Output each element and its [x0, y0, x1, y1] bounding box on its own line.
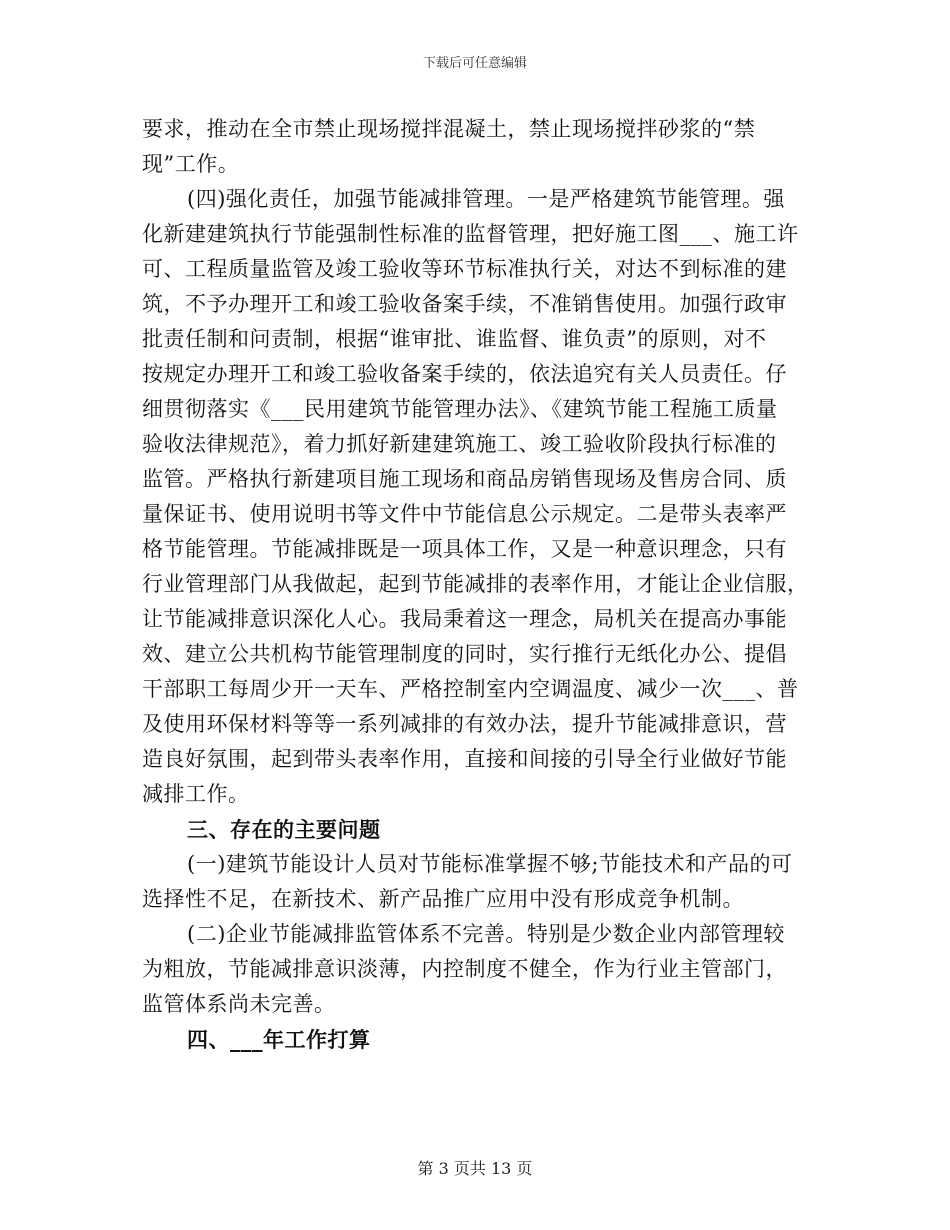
paragraph-line: 批责任制和问责制，根据“谁审批、谁监督、谁负责”的原则，对不 [142, 327, 767, 351]
section-heading: 四、___年工作打算 [187, 1027, 371, 1052]
page-header: 下载后可任意编辑 [422, 56, 527, 71]
paragraph-line: 及使用环保材料等等一系列减排的有效办法，提升节能减排意识，营 [142, 712, 787, 736]
paragraph-line: 细贯彻落实《___民用建筑节能管理办法》、《建筑节能工程施工质量 [142, 397, 778, 421]
paragraph-line: 格节能管理。节能减排既是一项具体工作，又是一种意识理念，只有 [142, 537, 787, 561]
paragraph-line: 按规定办理开工和竣工验收备案手续的，依法追究有关人员责任。仔 [142, 362, 787, 386]
page-footer: 第 3 页共 13 页 [417, 1159, 533, 1178]
paragraph-line: 验收法律规范》，着力抓好新建建筑施工、竣工验收阶段执行标准的 [142, 432, 777, 456]
paragraph-line: 化新建建筑执行节能强制性标准的监督管理，把好施工图___、施工许 [142, 222, 799, 246]
paragraph-line: 减排工作。 [142, 782, 250, 806]
paragraph-line: 监管体系尚未完善。 [142, 992, 336, 1016]
paragraph-line: 行业管理部门从我做起，起到节能减排的表率作用，才能让企业信服， [142, 572, 809, 596]
paragraph-line: 干部职工每周少开一天车、严格控制室内空调温度、减少一次___、普 [142, 677, 799, 701]
paragraph-line: 让节能减排意识深化人心。我局秉着这一理念，局机关在提高办事能 [142, 607, 787, 631]
paragraph-line: 为粗放，节能减排意识淡薄，内控制度不健全，作为行业主管部门， [142, 957, 787, 981]
paragraph-line: (四)强化责任，加强节能减排管理。一是严格建筑节能管理。强 [187, 187, 785, 211]
paragraph-line: 造良好氛围，起到带头表率作用，直接和间接的引导全行业做好节能 [142, 747, 787, 771]
paragraph-line: (二)企业节能减排监管体系不完善。特别是少数企业内部管理较 [187, 922, 785, 946]
paragraph-line: 要求，推动在全市禁止现场搅拌混凝土，禁止现场搅拌砂浆的“禁 [142, 117, 756, 141]
paragraph-line: 量保证书、使用说明书等文件中节能信息公示规定。二是带头表率严 [142, 502, 787, 526]
paragraph-line: 选择性不足，在新技术、新产品推广应用中没有形成竞争机制。 [142, 887, 744, 911]
document-body [142, 112, 812, 1057]
section-heading: 三、存在的主要问题 [187, 817, 381, 842]
paragraph-line: 监管。严格执行新建项目施工现场和商品房销售现场及售房合同、质 [142, 467, 787, 491]
paragraph-line: 可、工程质量监管及竣工验收等环节标准执行关，对达不到标准的建 [142, 257, 787, 281]
paragraph-line: 效、建立公共机构节能管理制度的同时，实行推行无纸化办公、提倡 [142, 642, 787, 666]
paragraph-line: 筑，不予办理开工和竣工验收备案手续，不准销售使用。加强行政审 [142, 292, 787, 316]
paragraph-line: 现”工作。 [142, 152, 240, 176]
paragraph-line: (一)建筑节能设计人员对节能标准掌握不够;节能技术和产品的可 [187, 852, 793, 876]
